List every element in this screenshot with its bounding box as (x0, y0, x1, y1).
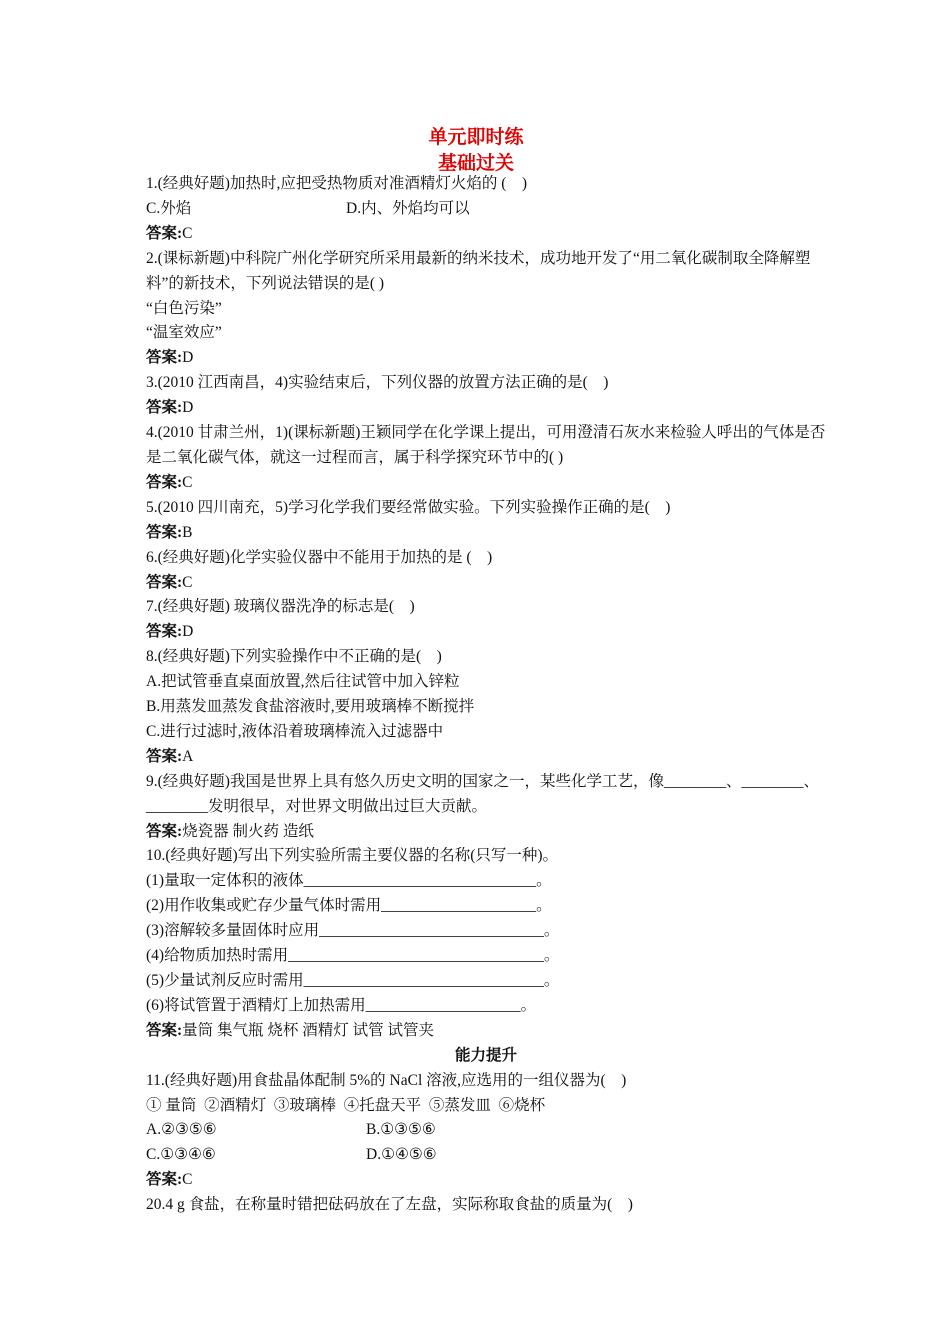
statement-line: “温室效应” (146, 324, 222, 342)
question-text: 5.(2010 四川南充，5)学习化学我们要经常做实验。下列实验操作正确的是( ) (146, 498, 671, 516)
answer-label: 答案: (146, 623, 183, 641)
options-row (146, 197, 826, 222)
question-12 (146, 1193, 826, 1218)
answer-label: 答案: (146, 473, 183, 491)
question-5 (146, 496, 826, 546)
answer (146, 222, 826, 247)
question-text: 2.(课标新题)中科院广州化学研究所采用最新的纳米技术，成功地开发了“用二氧化碳制取全降解塑料”的新技术，下列说法错误的是( ) (146, 249, 811, 292)
statement-line: “白色污染” (146, 299, 222, 317)
document-page (146, 118, 826, 1218)
answer-value: C (182, 1171, 193, 1189)
answer-label: 答案: (146, 747, 183, 765)
fill-item: (3)溶解较多量固体时应用_____________________________。 (146, 922, 560, 940)
answer (146, 620, 826, 645)
question-4 (146, 421, 826, 496)
answer (146, 820, 826, 845)
question-6 (146, 546, 826, 596)
options-row (146, 1143, 826, 1168)
answer (146, 346, 826, 371)
instrument-list: ① 量筒 ②酒精灯 ③玻璃棒 ④托盘天平 ⑤蒸发皿 ⑥烧杯 (146, 1096, 546, 1114)
options-row (146, 1118, 826, 1143)
option-d: D.①④⑤⑥ (366, 1146, 437, 1164)
answer (146, 396, 826, 421)
answer-value: 量筒 集气瓶 烧杯 酒精灯 试管 试管夹 (182, 1021, 435, 1039)
question-9 (146, 770, 826, 845)
question-text: 9.(经典好题)我国是世界上具有悠久历史文明的国家之一，某些化学工艺，像________、________、________发明很早，对世界文明做出过巨大贡献。 (146, 772, 819, 815)
fill-item: (2)用作收集或贮存少量气体时需用____________________。 (146, 897, 552, 915)
page-title: 单元即时练 (428, 126, 524, 148)
answer-value: D (182, 399, 194, 417)
option-a: A.②③⑤⑥ (146, 1121, 217, 1139)
option-c: C.外焰 (146, 199, 192, 217)
question-text: 8.(经典好题)下列实验操作中不正确的是( ) (146, 648, 442, 666)
question-text: 11.(经典好题)用食盐晶体配制 5%的 NaCl 溶液,应选用的一组仪器为( ) (146, 1071, 627, 1089)
answer-value: 烧瓷器 制火药 造纸 (182, 822, 314, 840)
answer-label: 答案: (146, 399, 183, 417)
answer (146, 745, 826, 770)
answer-label: 答案: (146, 1171, 183, 1189)
title-block (146, 124, 826, 176)
question-11 (146, 1069, 826, 1194)
answer-label: 答案: (146, 1021, 183, 1039)
question-text: 1.(经典好题)加热时,应把受热物质对准酒精灯火焰的 ( ) (146, 175, 528, 192)
option-b: B.用蒸发皿蒸发食盐溶液时,要用玻璃棒不断搅拌 (146, 698, 475, 716)
answer-value: D (182, 349, 194, 367)
question-text: 3.(2010 江西南昌，4)实验结束后，下列仪器的放置方法正确的是( ) (146, 374, 609, 392)
section-title-basic: 基础过关 (437, 152, 514, 174)
option-a: A.把试管垂直桌面放置,然后往试管中加入锌粒 (146, 673, 460, 691)
fill-item: (1)量取一定体积的液体______________________________。 (146, 872, 552, 890)
answer-label: 答案: (146, 523, 183, 541)
answer-value: C (182, 573, 193, 591)
section-title-advanced: 能力提升 (454, 1046, 517, 1064)
answer-value: D (182, 623, 194, 641)
fill-item: (4)给物质加热时需用_________________________________。 (146, 947, 560, 965)
answer-label: 答案: (146, 224, 183, 242)
fill-item: (5)少量试剂反应时需用_______________________________。 (146, 972, 560, 989)
option-c: C.①③④⑥ (146, 1146, 216, 1164)
answer-label: 答案: (146, 573, 183, 591)
option-c: C.进行过滤时,液体沿着玻璃棒流入过滤器中 (146, 722, 444, 740)
answer (146, 471, 826, 496)
question-text: 20.4 g 食盐，在称量时错把砝码放在了左盘，实际称取食盐的质量为( ) (146, 1196, 633, 1214)
answer (146, 1168, 826, 1193)
question-1 (146, 172, 826, 247)
question-text: 7.(经典好题) 玻璃仪器洗净的标志是( ) (146, 598, 415, 616)
answer-label: 答案: (146, 822, 183, 840)
answer-value: B (182, 523, 193, 541)
fill-item: (6)将试管置于酒精灯上加热需用____________________。 (146, 996, 537, 1014)
answer (146, 571, 826, 596)
question-8 (146, 645, 826, 770)
answer-label: 答案: (146, 349, 183, 367)
question-2 (146, 247, 826, 372)
question-text: 6.(经典好题)化学实验仪器中不能用于加热的是 ( ) (146, 548, 493, 566)
question-10 (146, 844, 826, 1043)
option-d: D.内、外焰均可以 (346, 199, 470, 217)
option-b: B.①③⑤⑥ (366, 1121, 436, 1139)
answer (146, 1019, 826, 1044)
question-text: 4.(2010 甘肃兰州，1)(课标新题)王颖同学在化学课上提出，可用澄清石灰水来检验人呼出的气体是否是二氧化碳气体，就这一过程而言，属于科学探究环节中的( ) (146, 424, 826, 466)
answer-value: C (182, 473, 193, 491)
answer-value: C (182, 224, 193, 242)
question-7 (146, 595, 826, 645)
answer (146, 521, 826, 546)
answer-value: A (182, 747, 194, 765)
question-3 (146, 371, 826, 421)
question-text: 10.(经典好题)写出下列实验所需主要仪器的名称(只写一种)。 (146, 847, 559, 865)
